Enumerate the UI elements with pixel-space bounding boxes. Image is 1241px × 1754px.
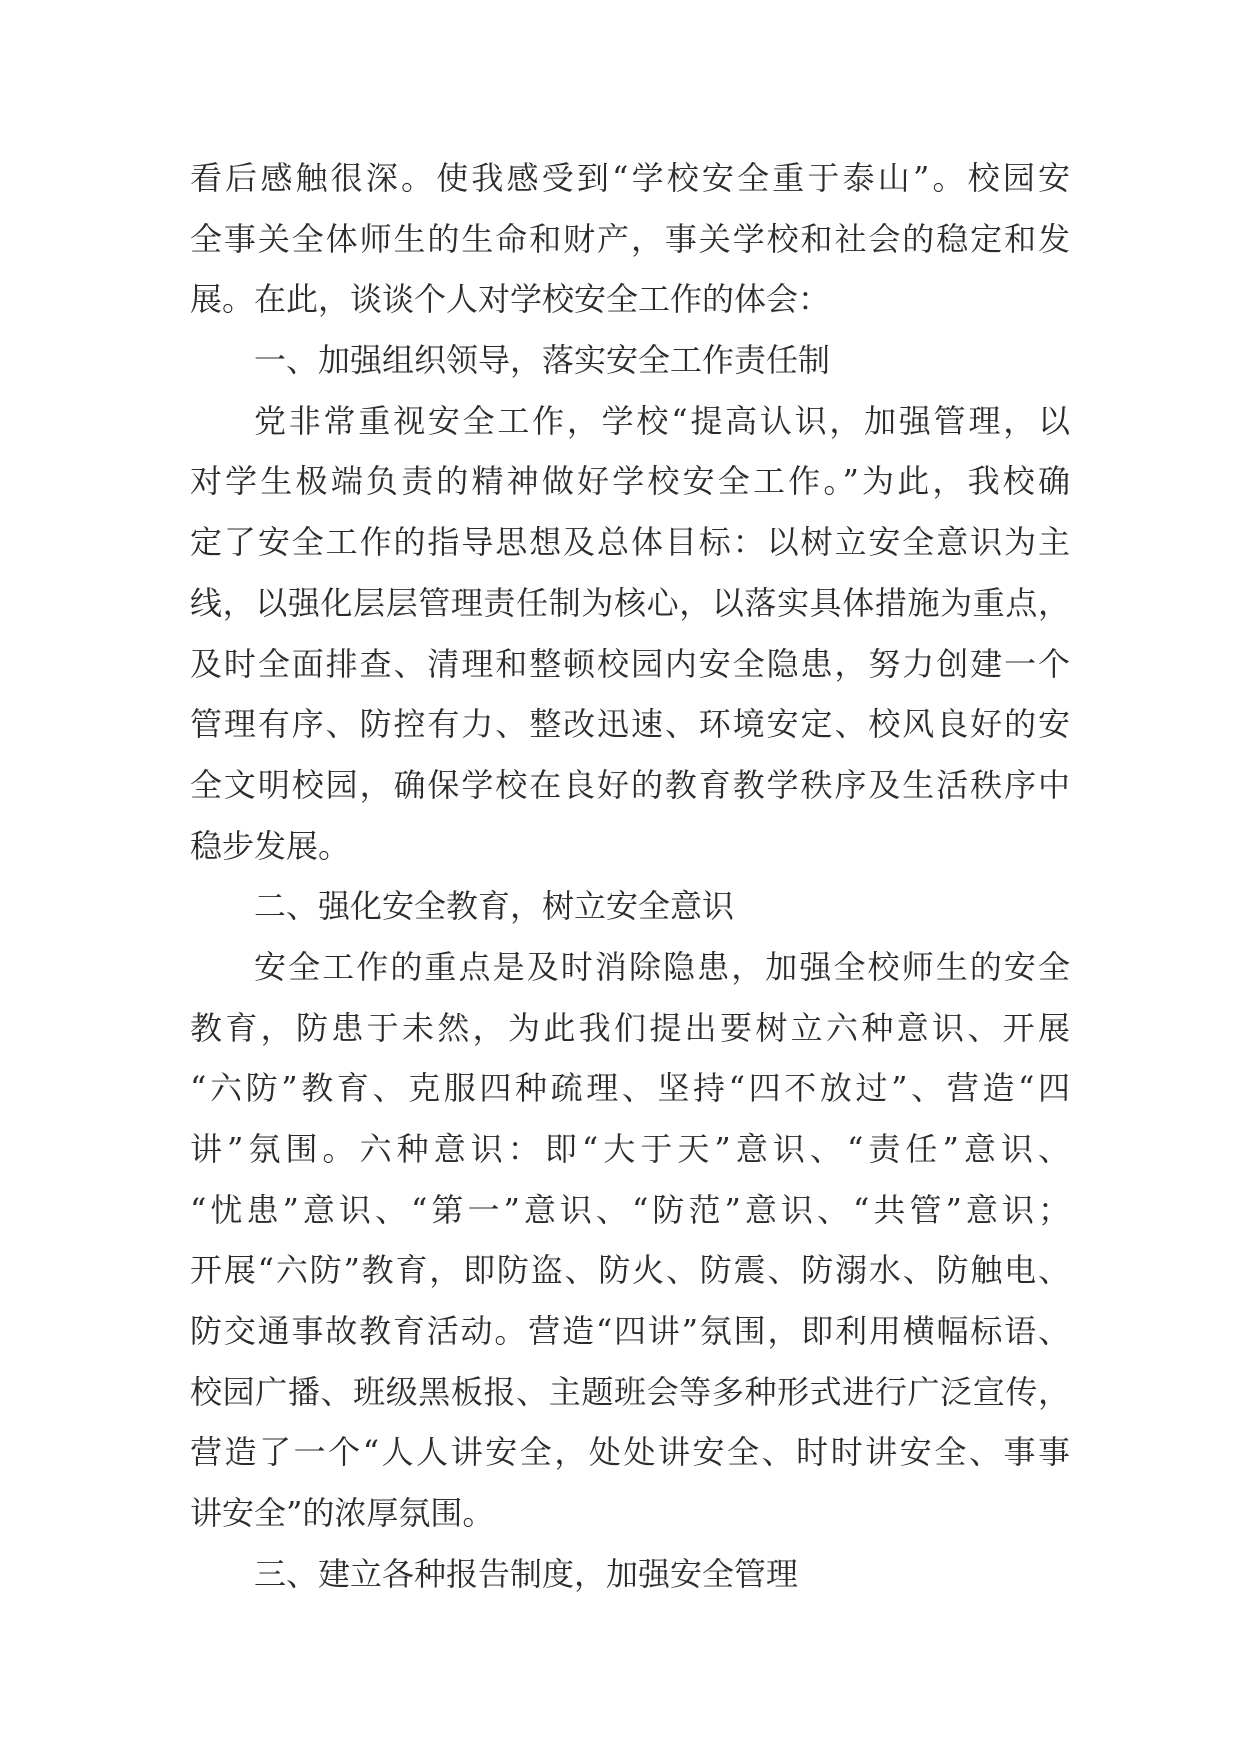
text-line: 开展“六防”教育，即防盗、防火、防震、防溺水、防触电、 [190, 1251, 1070, 1290]
text-line: 讲安全”的浓厚氛围。 [190, 1494, 495, 1533]
text-line: 教育，防患于未然，为此我们提出要树立六种意识、开展 [190, 1008, 1070, 1047]
text-line: 展。在此，谈谈个人对学校安全工作的体会： [190, 280, 831, 319]
text-line: 定了安全工作的指导思想及总体目标：以树立安全意识为主 [190, 523, 1070, 562]
text-line: 稳步发展。 [190, 826, 351, 865]
text-line: 及时全面排查、清理和整顿校园内安全隐患，努力创建一个 [190, 644, 1070, 683]
paragraph-first-line: 党非常重视安全工作，学校“提高认识，加强管理，以 [254, 401, 1070, 440]
section-heading-3: 三、建立各种报告制度，加强安全管理 [254, 1554, 799, 1593]
text-line: 防交通事故教育活动。营造“四讲”氛围，即利用横幅标语、 [190, 1312, 1070, 1351]
section-heading-2: 二、强化安全教育，树立安全意识 [254, 887, 735, 926]
text-line: 线，以强化层层管理责任制为核心，以落实具体措施为重点， [190, 583, 1070, 622]
text-line: 全文明校园，确保学校在良好的教育教学秩序及生活秩序中 [190, 765, 1070, 804]
section-heading-1: 一、加强组织领导，落实安全工作责任制 [254, 341, 831, 380]
text-line: “六防”教育、克服四种疏理、坚持“四不放过”、营造“四 [190, 1069, 1070, 1108]
text-line: 校园广播、班级黑板报、主题班会等多种形式进行广泛宣传， [190, 1372, 1070, 1411]
text-line: 管理有序、防控有力、整改迅速、环境安定、校风良好的安 [190, 705, 1070, 744]
text-line: 看后感触很深。使我感受到“学校安全重于泰山”。校园安 [190, 159, 1070, 197]
text-line: 全事关全体师生的生命和财产，事关学校和社会的稳定和发 [190, 219, 1070, 258]
document-body [190, 148, 1070, 1605]
text-line: 讲”氛围。六种意识：即“大于天”意识、“责任”意识、 [190, 1130, 1070, 1168]
paragraph-first-line: 安全工作的重点是及时消除隐患，加强全校师生的安全 [254, 947, 1070, 986]
text-line: 对学生极端负责的精神做好学校安全工作。”为此，我校确 [190, 462, 1070, 501]
text-line: “忧患”意识、“第一”意识、“防范”意识、“共管”意识； [190, 1190, 1070, 1229]
text-line: 营造了一个“人人讲安全，处处讲安全、时时讲安全、事事 [190, 1433, 1070, 1472]
